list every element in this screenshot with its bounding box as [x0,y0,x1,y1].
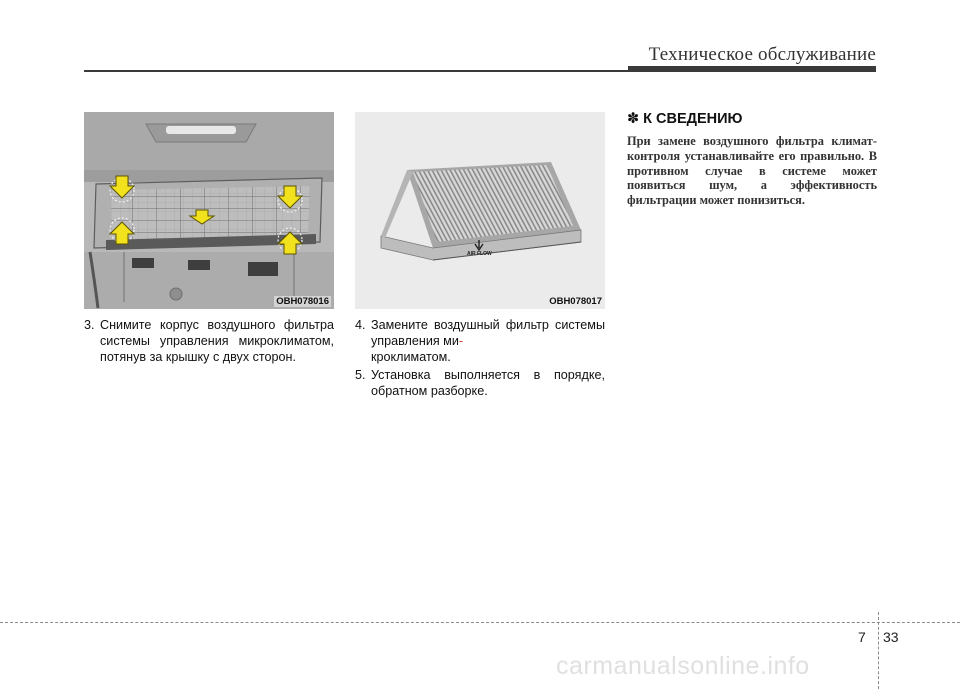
step-text-part1: Замените воздушный фильтр системы управления ми [371,318,605,348]
figure-air-filter [355,112,605,309]
step-item [84,317,334,365]
steps-right-column [355,317,605,401]
step-item [355,317,605,365]
chapter-number: 7 [858,629,866,645]
info-asterisk-icon: ✽ [627,111,640,127]
page-number: 33 [883,629,899,645]
info-heading [627,111,743,127]
air-filter-illustration [355,112,605,309]
figure-code-1: OBH078016 [276,296,329,307]
header-rule-accent [628,66,876,72]
step-text: Снимите корпус воздушного фильтра системы управления микроклиматом, потянув за крышку с двух сторон. [100,318,334,364]
info-body: При замене воздушного фильтра климат-контроля устанавливайте его правильно. В противном случае в системе может появиться шум, а эффективность фильтрации может понизиться. [627,134,877,208]
figure-code-2: OBH078017 [549,296,602,307]
airflow-label: AIR FLOW [467,251,492,257]
steps-left-column [84,317,334,367]
figure-filter-cover-removal [84,112,334,309]
step-text-wrap [371,317,605,365]
step-item [355,367,605,399]
info-title: К СВЕДЕНИЮ [643,111,743,127]
filter-cover-illustration [84,112,334,309]
footer-divider [878,612,879,689]
step-number: 4. [355,318,366,332]
footer-rule [0,622,960,623]
page-section-title: Техническое обслуживание [648,44,876,65]
step-text: Установка выполняется в порядке, обратном разборке. [371,368,605,398]
step-number: 3. [84,318,95,332]
step-text-part2: кроклиматом. [371,350,451,364]
watermark: carmanualsonline.info [556,652,810,680]
hyphen: - [458,334,464,348]
step-number: 5. [355,368,366,382]
